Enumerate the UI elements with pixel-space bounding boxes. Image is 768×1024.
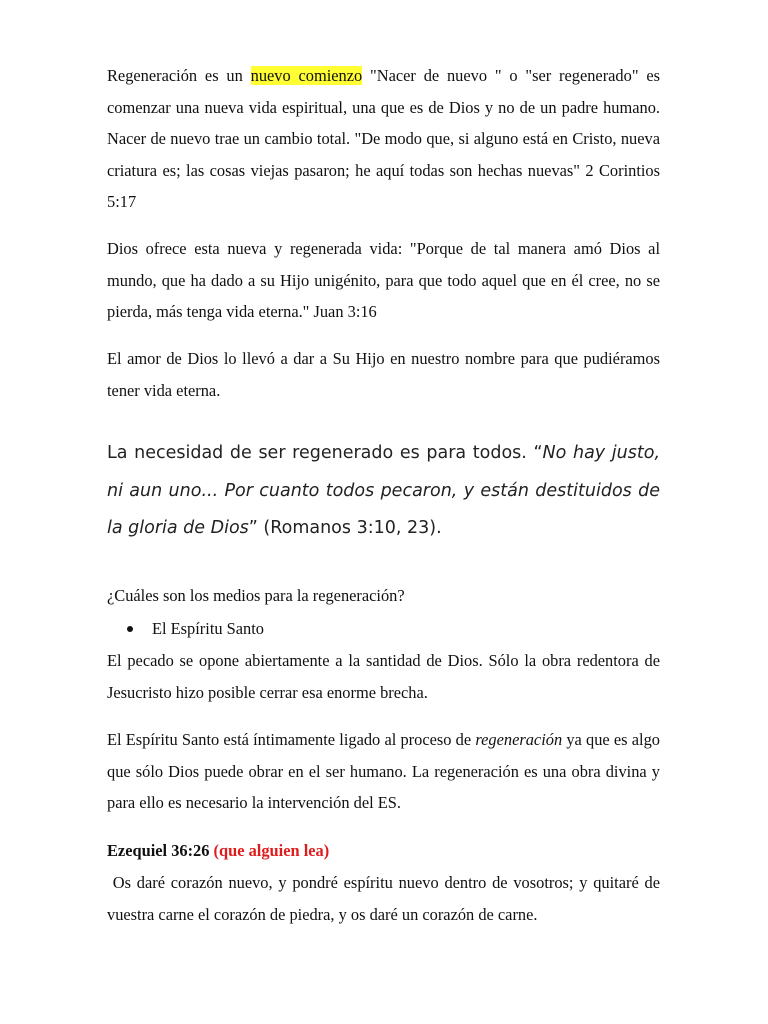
bullet-icon <box>127 626 133 632</box>
paragraph-text-rest: "Nacer de nuevo " o "ser regenerado" es comenzar una nueva vida espiritual, una que es de Dios y no de un padre humano. Nacer de nuevo trae un cambio total. "De modo que, si alguno está en Cristo, nueva criatura es; las cosas viejas pasaron; he aquí todas son hechas nuevas" 2 Corintios 5:17 <box>107 66 660 212</box>
heading-reference: Ezequiel 36:26 <box>107 841 210 860</box>
necesidad-text-start: La necesidad de ser regenerado es para todos. “ <box>107 443 543 463</box>
necesidad-reference: ” (Romanos 3:10, 23). <box>248 518 442 538</box>
paragraph-text-start: Regeneración es un <box>107 66 251 85</box>
necesidad-quote: No hay justo, ni aun uno... Por cuanto todos pecaron, y están destituidos de la gloria de Dios <box>107 443 661 538</box>
paragraph-verse: Os daré corazón nuevo, y pondré espíritu nuevo dentro de vosotros; y quitaré de vuestra carne el corazón de piedra, y os daré un corazón de carne. <box>107 873 665 924</box>
espiritu-italic-word: regeneración <box>475 730 563 749</box>
paragraph-espiritu-santo <box>107 724 660 819</box>
paragraph-regeneracion <box>107 60 660 218</box>
question-medios: ¿Cuáles son los medios para la regeneración? <box>107 586 405 605</box>
paragraph-pecado: El pecado se opone abiertamente a la santidad de Dios. Sólo la obra redentora de Jesucristo hizo posible cerrar esa enorme brecha. <box>107 651 660 702</box>
bullet-item-espiritu-santo <box>127 613 264 645</box>
paragraph-necesidad <box>107 435 660 548</box>
espiritu-text-rest: ya que es algo que sólo Dios puede obrar en el ser humano. La regeneración es una obra divina y para ello es necesario la intervención del ES. <box>107 730 660 813</box>
heading-ezequiel <box>107 835 660 867</box>
paragraph-amor-de-dios: El amor de Dios lo llevó a dar a Su Hijo en nuestro nombre para que pudiéramos tener vida eterna. <box>107 349 660 400</box>
bullet-label: El Espíritu Santo <box>152 619 264 638</box>
highlighted-phrase: nuevo comienzo <box>250 66 363 85</box>
heading-note: (que alguien lea) <box>213 841 330 860</box>
espiritu-text-start: El Espíritu Santo está íntimamente ligado al proceso de <box>107 730 476 749</box>
paragraph-dios-ofrece: Dios ofrece esta nueva y regenerada vida: "Porque de tal manera amó Dios al mundo, que ha dado a su Hijo unigénito, para que todo aquel que en él cree, no se pierda, más tenga vida eterna." Juan 3:16 <box>107 239 660 322</box>
